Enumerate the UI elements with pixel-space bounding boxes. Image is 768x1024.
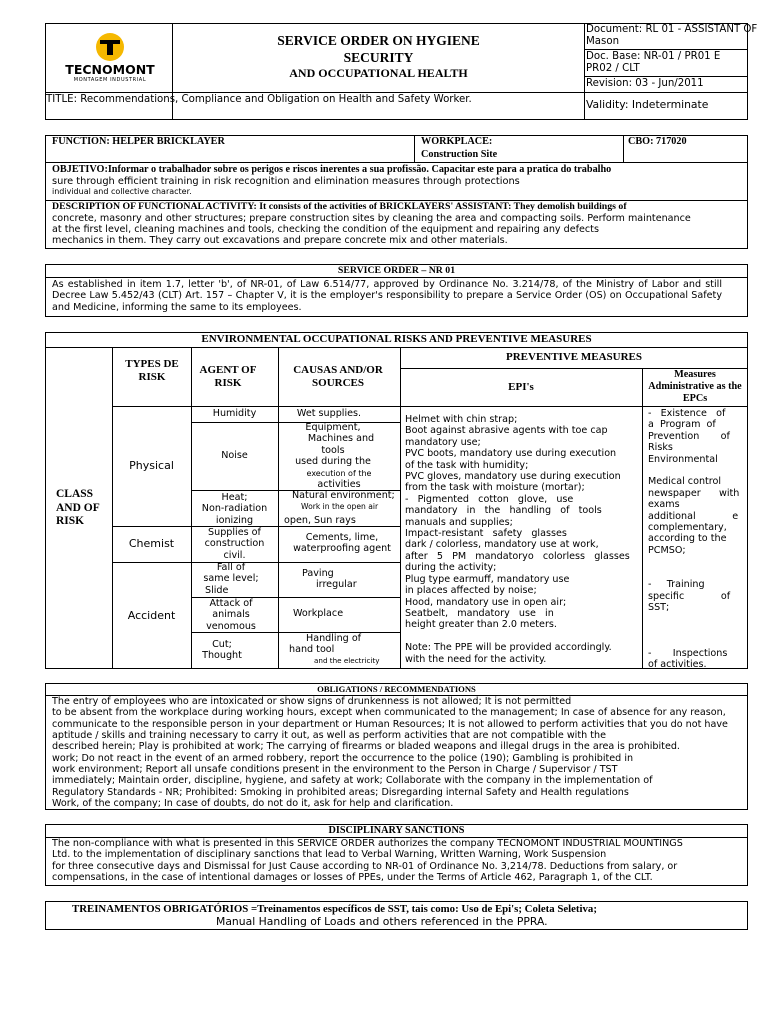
cbo-code: CBO: 717020 — [628, 136, 687, 147]
admin-measure-line: - Inspections — [648, 647, 728, 659]
agent-humidity: Humidity — [212, 408, 257, 419]
epi-line: dark / colorless, mandatory use at work, — [405, 539, 599, 551]
admin-measure-line: specific of — [648, 590, 731, 602]
epi-line: Impact-resistant safety glasses — [405, 528, 567, 540]
epi-line: mandatory in the handling of tools — [405, 505, 602, 517]
admin-measure-line: complementary, — [648, 522, 727, 534]
agent-fall: Fall of same level; Slide — [203, 562, 259, 596]
epi-line: PVC boots, mandatory use during execution — [405, 448, 617, 460]
epi-line: Hood, mandatory use in open air; — [405, 596, 567, 608]
epi-line: Boot against abrasive agents with toe cap — [405, 425, 608, 437]
sanctions-heading: DISCIPLINARY SANCTIONS — [328, 825, 465, 836]
sanction-line: Ltd. to the implementation of disciplinary sanctions that lead to Verbal Warning, Written Warning, Work Suspension — [52, 849, 607, 861]
obligation-line: Regulatory Standards - NR; Prohibited: Smoking in prohibited areas; Disregarding internal Safety and Health regulations — [52, 786, 629, 798]
logo-subtext: MONTAGEM INDUSTRIAL — [73, 77, 147, 83]
epi-line: - Pigmented cotton glove, use — [405, 493, 574, 505]
risks-heading: ENVIRONMENTAL OCCUPATIONAL RISKS AND PREVENTIVE MEASURES — [201, 333, 592, 345]
obligation-line: immediately; Maintain order, discipline, hygiene, and safety at work; Collaborate with the company in the implementation of — [52, 775, 653, 787]
service-order-text: As established in item 1.7, letter 'b', of NR-01, of Law 6.514/77, approved by Ordinance No. 3.214/78, of the Ministry of Labor and still Decree Law 5.452/43 (CLT) Art. 157 – Chapter V, it is the employer's responsibility to prepare a Service Order (OS) on Occupational Safety and Medicine, informing the same to its employees. — [52, 279, 722, 313]
obligation-line: work; Do not react in the event of an armed robbery, report the occurrence to the police (190); Gambling is prohibited in — [52, 752, 634, 764]
admin-measures-list — [648, 408, 746, 670]
agent-attack: Attack of animals venomous — [206, 598, 256, 632]
cause-heat: Natural environment; Work in the open air open, Sun rays — [284, 490, 395, 526]
objective-label: OBJETIVO:Informar o trabalhador sobre os perigos e riscos inerentes a sua profissão. Capacitar este para a pratica do trabalho — [52, 164, 612, 175]
admin-measure-line: - Existence of — [648, 408, 726, 419]
class-of-risk-label: CLASS AND OF RISK — [56, 488, 100, 527]
doc-base: Doc. Base: NR-01 / PR01 E PR02 / CLT — [586, 51, 721, 74]
document-title-line3: AND OCCUPATIONAL HEALTH — [289, 66, 468, 80]
epi-line: of the task with humidity; — [405, 459, 529, 471]
obligation-line: described herein; Play is prohibited at work; The carrying of firearms or bladed weapons and illegal drugs in the area is prohibited. — [52, 741, 680, 753]
agent-heat: Heat; Non-radiation ionizing — [201, 492, 268, 526]
sanction-line: compensations, in the case of intentional damages or losses of PPEs, under the Terms of Article 462, Paragraph 1, of the CLT. — [52, 872, 653, 884]
obligation-line: to be absent from the workplace during working hours, except when communicated to the management; In case of absence for any reason, — [52, 707, 726, 719]
col-admin-measures: Measures Administrative as the EPCs — [648, 369, 742, 404]
objective-text-3: individual and collective character. — [52, 187, 192, 196]
col-agent-of-risk: AGENT OF RISK — [199, 364, 257, 389]
epi-line: during the activity; — [405, 562, 497, 574]
document-title-line1: SERVICE ORDER ON HYGIENE — [277, 33, 480, 48]
document-subject-title: TITLE: Recommendations, Compliance and Obligation on Health and Safety Worker. — [46, 94, 472, 105]
col-types-of-risk: TYPES DE RISK — [125, 358, 179, 383]
epi-line: after 5 PM mandatoryo colorless glasses — [405, 550, 630, 562]
admin-measure-line: PCMSO; — [648, 544, 686, 556]
training-line2: Manual Handling of Loads and others referenced in the PPRA. — [216, 915, 548, 928]
obligation-line: aptitude / skills and training necessary to carry it out, as well as perform activities that are not compatible with the — [52, 730, 606, 742]
objective-text-2: sure through efficient training in risk recognition and elimination measures through protections — [52, 176, 520, 187]
admin-measure-line: according to the — [648, 533, 727, 545]
sanction-line: The non-compliance with what is presented in this SERVICE ORDER authorizes the company TECNOMONT INDUSTRIAL MOUNTINGS — [52, 838, 683, 849]
risk-type-accident: Accident — [127, 609, 176, 622]
workplace-label: WORKPLACE: — [421, 136, 493, 147]
epi-list — [405, 414, 641, 665]
col-epis: EPI's — [508, 381, 534, 393]
obligations-text — [52, 696, 768, 809]
epi-line: in places affected by noise; — [405, 585, 537, 597]
sanction-line: for three consecutive days and Dismissal for Just Cause according to NR-01 of Ordinance No. 3,214/78. Deductions from salary, or — [52, 860, 678, 872]
agent-cut: Cut; Thought — [202, 639, 242, 662]
epi-line: height greater than 2.0 meters. — [405, 619, 557, 631]
obligations-heading: OBLIGATIONS / RECOMMENDATIONS — [317, 684, 476, 694]
admin-measure-line: exams — [648, 499, 680, 511]
admin-measure-line: Environmental — [648, 453, 718, 465]
obligation-line: communicate to the responsible person in your department or Human Resources; It is not allowed to perform activities that you do not have — [52, 718, 728, 730]
admin-measure-line: Prevention of — [648, 430, 730, 442]
workplace-value: Construction Site — [421, 149, 498, 160]
obligation-line: The entry of employees who are intoxicated or show signs of drunkenness is not allowed; It is not permitted — [52, 696, 572, 707]
epi-line — [405, 631, 641, 642]
revision: Revision: 03 - Jun/2011 — [586, 78, 704, 89]
admin-measure-line: a Program of — [648, 419, 716, 431]
cause-attack: Workplace — [293, 608, 344, 619]
admin-measure-line: newspaper with — [648, 487, 740, 499]
agent-noise: Noise — [221, 450, 248, 461]
agent-supplies: Supplies of construction civil. — [204, 527, 265, 561]
admin-measure-line: SST; — [648, 601, 670, 613]
description-text-3: at the first level, cleaning machines and tools, checking the condition of the equipment and repairing any defects — [52, 224, 599, 235]
cause-humidity: Wet supplies. — [296, 408, 362, 419]
admin-measure-line: Risks — [648, 442, 673, 454]
cause-noise: Equipment, Machines and tools used during the execution of the activities — [295, 422, 375, 491]
obligation-line: Work, of the company; In case of doubts, do not do it, ask for help and clarification. — [52, 798, 454, 810]
risk-type-chemist: Chemist — [128, 537, 175, 550]
admin-measure-line — [648, 556, 746, 567]
col-preventive-measures: PREVENTIVE MEASURES — [506, 351, 642, 363]
epi-line: Seatbelt, mandatory use in — [405, 607, 554, 619]
description-text-4: mechanics in them. They carry out excavations and prepare concrete mix and other materials. — [52, 235, 508, 246]
epi-line: from the task with moisture (mortar); — [405, 482, 585, 494]
admin-measure-line: additional e — [648, 510, 739, 522]
admin-measure-line: Medical control — [648, 476, 722, 488]
epi-line: with the need for the activity. — [405, 653, 547, 665]
admin-measure-line — [648, 568, 746, 579]
admin-measure-line — [648, 613, 746, 624]
epi-line: Helmet with chin strap; — [405, 414, 518, 425]
epi-line: Note: The PPE will be provided accordingly. — [405, 642, 612, 654]
description-text-2: concrete, masonry and other structures; prepare construction sites by cleaning the area and compacting soils. Perform maintenance — [52, 213, 691, 224]
function-label: FUNCTION: HELPER BRICKLAYER — [52, 136, 225, 147]
logo-text: TECNOMONT — [65, 62, 155, 77]
epi-line: Plug type earmuff, mandatory use — [405, 573, 570, 585]
epi-line: mandatory use; — [405, 436, 481, 448]
validity: Validity: Indeterminate — [586, 98, 709, 111]
document-title-line2: SECURITY — [343, 50, 414, 65]
epi-line: PVC gloves, mandatory use during execution — [405, 471, 621, 483]
company-logo — [60, 32, 160, 88]
cause-cut: Handling of hand tool and the electricity — [289, 633, 380, 665]
service-order-heading: SERVICE ORDER – NR 01 — [337, 265, 456, 276]
cause-supplies: Cements, lime, waterproofing agent — [293, 532, 391, 555]
training-line1: TREINAMENTOS OBRIGATÓRIOS =Treinamentos específicos de SST, tais como: Uso de Epi's; Coleta Seletiva; — [72, 903, 597, 915]
document-code: Document: RL 01 - ASSISTANT OF Mason — [586, 24, 758, 47]
col-causes-sources: CAUSAS AND/OR SOURCES — [293, 364, 383, 389]
admin-measure-line: of activities. — [648, 658, 707, 670]
admin-measure-line — [648, 636, 746, 647]
admin-measure-line: - Training — [648, 579, 705, 591]
epi-line: manuals and supplies; — [405, 516, 513, 528]
tecnomont-logo-icon — [60, 32, 160, 62]
sanctions-text — [52, 838, 746, 884]
cause-fall: Paving irregular — [302, 568, 357, 591]
admin-measure-line — [648, 465, 746, 476]
admin-measure-line — [648, 625, 746, 636]
risk-type-physical: Physical — [129, 459, 174, 472]
obligation-line: work environment; Report all unsafe conditions present in the environment to the Person in Charge / Supervisor / TST — [52, 764, 618, 776]
description-label: DESCRIPTION OF FUNCTIONAL ACTIVITY: It consists of the activities of BRICKLAYERS' ASSISTANT: They demolish buildings of — [52, 201, 627, 212]
